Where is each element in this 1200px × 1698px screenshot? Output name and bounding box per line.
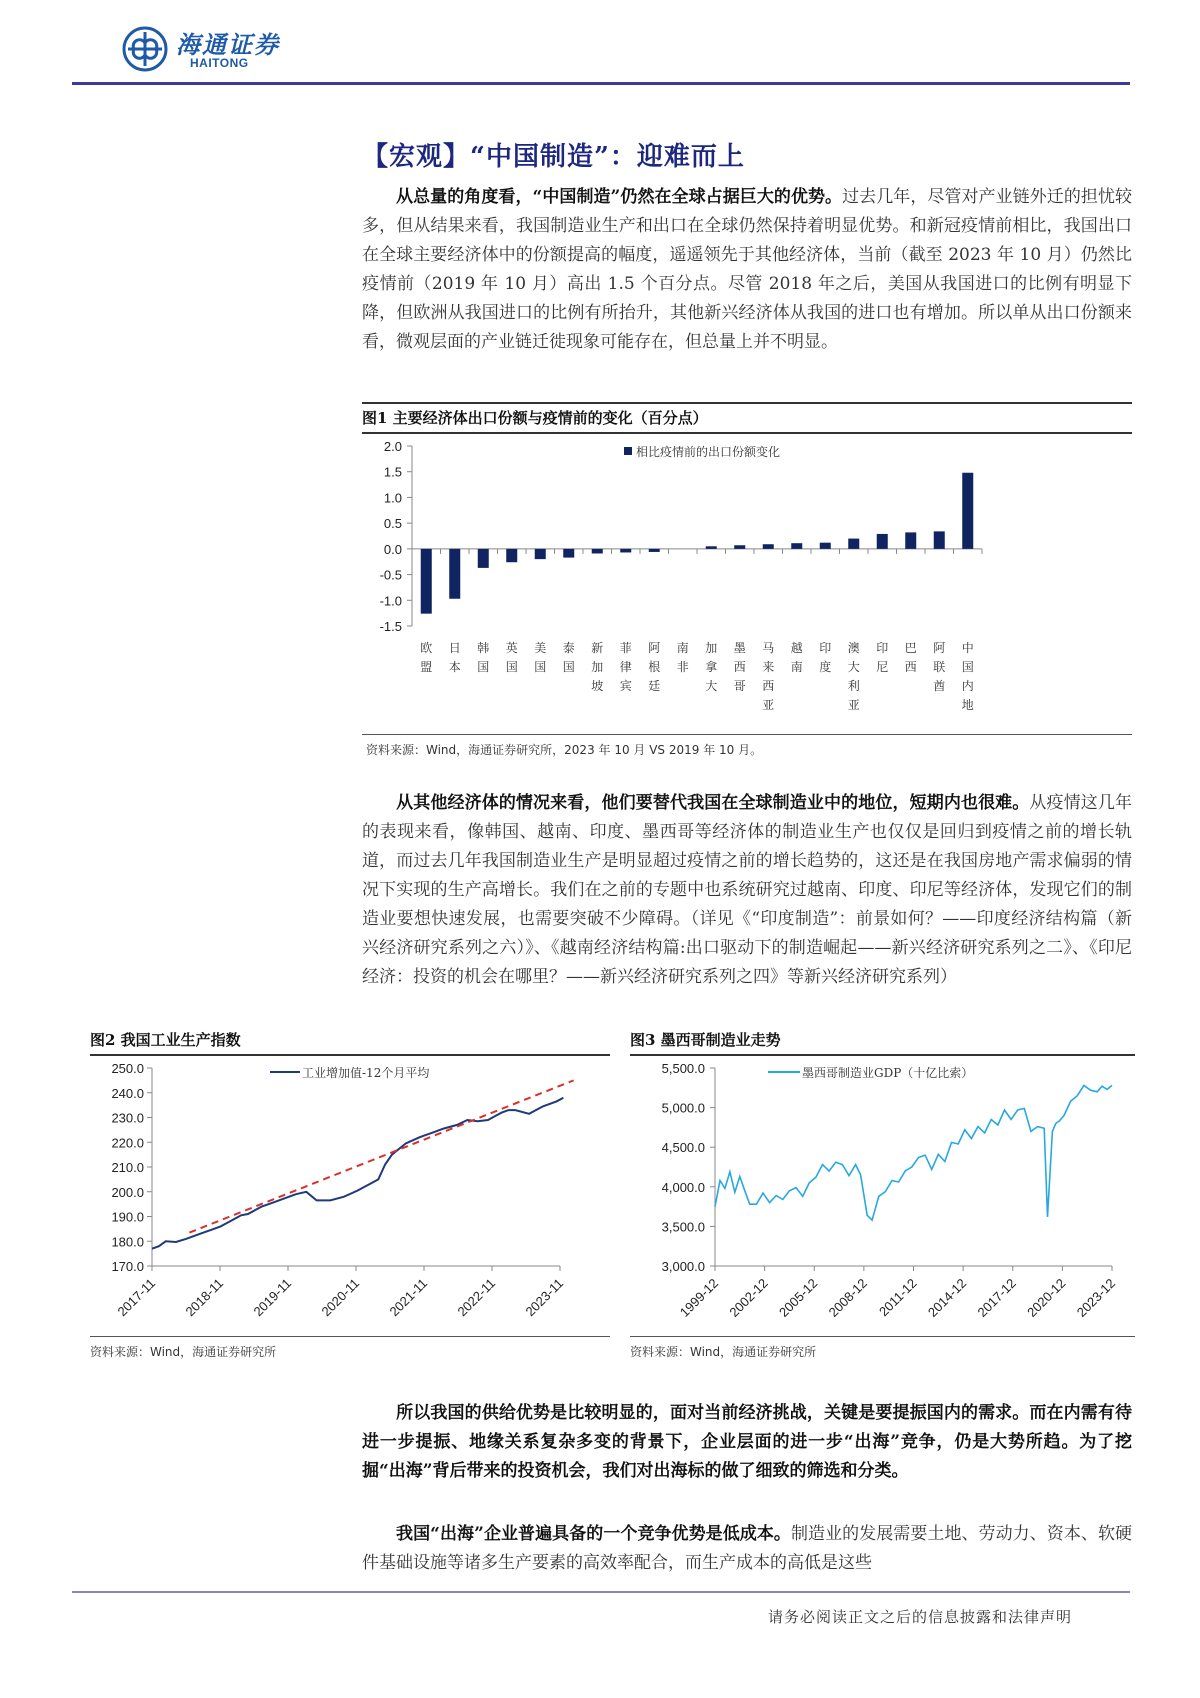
paragraph-4	[362, 1520, 1132, 1578]
svg-text:加: 加	[591, 660, 604, 674]
svg-text:1.5: 1.5	[383, 464, 402, 480]
svg-text:墨西哥制造业GDP（十亿比索）: 墨西哥制造业GDP（十亿比索）	[802, 1066, 974, 1080]
svg-text:2023-12: 2023-12	[1073, 1275, 1119, 1320]
svg-text:欧: 欧	[420, 641, 433, 655]
paragraph-3-body: 所以我国的供给优势是比较明显的，面对当前经济挑战，关键是要提振国内的需求。而在内需有待进一步提振、地缘关系复杂多变的背景下，企业层面的进一步“出海”竞争，仍是大势所趋。为了挖掘“出海”背后带来的投资机会，我们对出海标的做了细致的筛选和分类。	[362, 1403, 1132, 1481]
svg-text:马: 马	[762, 641, 775, 655]
svg-text:拿: 拿	[705, 660, 718, 674]
svg-text:度: 度	[819, 660, 832, 674]
svg-text:220.0: 220.0	[111, 1135, 144, 1151]
paragraph-4-body: 制造业的发展需要土地、劳动力、资本、软硬件基础设施等诸多生产要素的高效率配合，而生产成本的高低是这些	[362, 1524, 1133, 1573]
svg-text:廷: 廷	[648, 679, 661, 693]
svg-text:2020-11: 2020-11	[318, 1275, 363, 1320]
svg-text:亚: 亚	[762, 698, 775, 712]
svg-text:1999-12: 1999-12	[676, 1275, 722, 1320]
svg-text:1.0: 1.0	[383, 490, 402, 506]
svg-text:来: 来	[762, 660, 775, 674]
svg-text:国: 国	[961, 660, 974, 674]
svg-text:本: 本	[448, 660, 461, 674]
figure-2	[90, 1026, 610, 1360]
svg-text:利: 利	[847, 679, 860, 693]
svg-text:墨: 墨	[733, 641, 746, 655]
svg-text:200.0: 200.0	[111, 1184, 144, 1200]
svg-text:相比疫情前的出口份额变化: 相比疫情前的出口份额变化	[636, 445, 781, 459]
svg-text:0.5: 0.5	[383, 516, 402, 532]
svg-text:新: 新	[591, 641, 604, 655]
svg-text:250.0: 250.0	[111, 1061, 144, 1076]
svg-text:240.0: 240.0	[111, 1085, 144, 1101]
svg-text:-0.5: -0.5	[379, 567, 402, 583]
svg-text:内: 内	[961, 679, 974, 693]
page-title: 【宏观】“中国制造”：迎难而上	[362, 142, 745, 172]
svg-text:越: 越	[790, 641, 803, 655]
svg-text:-1.0: -1.0	[379, 593, 402, 609]
svg-text:2008-12: 2008-12	[825, 1275, 870, 1320]
svg-text:3,000.0: 3,000.0	[661, 1259, 705, 1274]
svg-text:非: 非	[676, 660, 689, 674]
svg-text:南: 南	[790, 660, 803, 674]
svg-text:西: 西	[733, 660, 746, 674]
svg-text:西: 西	[904, 660, 917, 674]
svg-text:根: 根	[648, 660, 661, 674]
paragraph-1-lead: 从总量的角度看，“中国制造”仍然在全球占据巨大的优势。	[396, 187, 843, 207]
svg-text:巴: 巴	[904, 641, 917, 655]
paragraph-1-body: 过去几年，尽管对产业链外迁的担忧较多，但从结果来看，我国制造业生产和出口在全球仍然保持着明显优势。和新冠疫情前相比，我国出口在全球主要经济体中的份额提高的幅度，遥遥领先于其他经济体，当前（截至 2023 年 10 月）仍然比疫情前（2019 年 10 月）高出 1.5 个百分点。尽管 2018 年之后，美国从我国进口的比例有明显下降，但欧洲从我国进口的比例有所抬升，其他新兴经济体从我国的进口也有增加。所以单从出口份额来看，微观层面的产业链迁徙现象可能存在，但总量上并不明显。	[362, 187, 1132, 352]
header-divider	[72, 82, 1130, 85]
logo-english-text: HAITONG	[190, 56, 249, 70]
svg-text:英: 英	[505, 641, 518, 655]
figure-1	[362, 402, 1132, 758]
svg-text:律: 律	[619, 660, 632, 674]
svg-text:2.0: 2.0	[383, 439, 402, 454]
svg-text:2022-11: 2022-11	[454, 1275, 499, 1320]
figure-3-line-chart	[630, 1056, 1135, 1336]
figure-2-line-chart	[90, 1056, 610, 1336]
svg-text:西: 西	[762, 679, 775, 693]
figure-3-source: 资料来源：Wind，海通证券研究所	[630, 1345, 817, 1359]
svg-text:日: 日	[448, 641, 461, 655]
svg-text:加: 加	[705, 641, 718, 655]
paragraph-4-lead: 我国“出海”企业普遍具备的一个竞争优势是低成本。	[396, 1524, 791, 1544]
svg-text:2005-12: 2005-12	[776, 1275, 821, 1320]
svg-text:2020-12: 2020-12	[1024, 1275, 1069, 1320]
svg-text:大: 大	[705, 679, 718, 693]
svg-text:南: 南	[676, 641, 689, 655]
svg-text:2017-11: 2017-11	[114, 1275, 159, 1320]
figure-1-source: 资料来源：Wind，海通证券研究所，2023 年 10 月 VS 2019 年 10 月。	[366, 743, 763, 757]
svg-text:230.0: 230.0	[111, 1110, 144, 1126]
svg-text:2017-12: 2017-12	[974, 1275, 1019, 1320]
svg-text:韩: 韩	[477, 641, 490, 655]
svg-text:亚: 亚	[847, 698, 860, 712]
svg-text:2014-12: 2014-12	[924, 1275, 970, 1320]
svg-text:尼: 尼	[876, 660, 889, 674]
svg-text:大: 大	[847, 660, 860, 674]
footer-disclaimer: 请务必阅读正文之后的信息披露和法律声明	[767, 1608, 1072, 1626]
svg-text:210.0: 210.0	[111, 1160, 144, 1175]
figure-2-source: 资料来源：Wind，海通证券研究所	[90, 1345, 277, 1359]
svg-text:0.0: 0.0	[383, 541, 402, 557]
svg-text:3,500.0: 3,500.0	[661, 1219, 705, 1235]
svg-text:中: 中	[961, 641, 974, 655]
figure-3	[630, 1026, 1135, 1360]
svg-text:联: 联	[933, 660, 946, 674]
figure-3-title: 图3 墨西哥制造业走势	[630, 1031, 781, 1049]
svg-text:2023-11: 2023-11	[522, 1275, 567, 1320]
svg-text:宾: 宾	[619, 679, 632, 693]
paragraph-2-body: 从疫情这几年的表现来看，像韩国、越南、印度、墨西哥等经济体的制造业生产也仅仅是回归到疫情之前的增长轨道，而过去几年我国制造业生产是明显超过疫情之前的增长趋势的，这还是在我国房地产需求偏弱的情况下实现的生产高增长。我们在之前的专题中也系统研究过越南、印度、印尼等经济体，发现它们的制造业要想快速发展，也需要突破不少障碍。（详见《“印度制造”：前景如何？——印度经济结构篇（新兴经济研究系列之六）》、《越南经济结构篇:出口驱动下的制造崛起——新兴经济研究系列之二》、《印尼经济：投资的机会在哪里？——新兴经济研究系列之四》等新兴经济研究系列）	[362, 793, 1133, 987]
svg-text:2019-11: 2019-11	[250, 1275, 295, 1320]
svg-text:泰: 泰	[562, 641, 575, 655]
svg-text:2021-11: 2021-11	[386, 1275, 431, 1320]
paragraph-2	[362, 789, 1132, 992]
svg-text:坡: 坡	[591, 679, 604, 693]
svg-text:国: 国	[534, 660, 547, 674]
haitong-logo-icon	[122, 26, 168, 72]
svg-text:国: 国	[562, 660, 575, 674]
svg-text:170.0: 170.0	[111, 1259, 144, 1274]
paragraph-2-lead: 从其他经济体的情况来看，他们要替代我国在全球制造业中的地位，短期内也很难。	[396, 793, 1030, 813]
figure-2-bottom-rule	[90, 1336, 610, 1337]
svg-text:印: 印	[876, 641, 889, 655]
paragraph-1	[362, 183, 1132, 357]
svg-text:盟: 盟	[420, 660, 433, 674]
logo-chinese-text: 海通证券	[176, 30, 280, 59]
svg-text:国: 国	[477, 660, 490, 674]
svg-text:阿: 阿	[648, 641, 661, 655]
figure-1-bar-chart	[362, 434, 1132, 734]
svg-text:180.0: 180.0	[111, 1234, 144, 1250]
svg-text:190.0: 190.0	[111, 1209, 144, 1225]
svg-text:4,500.0: 4,500.0	[661, 1140, 705, 1156]
figure-2-title: 图2 我国工业生产指数	[90, 1031, 241, 1049]
svg-text:5,000.0: 5,000.0	[661, 1100, 705, 1116]
svg-text:工业增加值-12个月平均: 工业增加值-12个月平均	[302, 1066, 430, 1080]
svg-text:地: 地	[961, 698, 974, 712]
svg-text:哥: 哥	[733, 679, 746, 693]
svg-text:2011-12: 2011-12	[875, 1275, 920, 1320]
svg-text:阿: 阿	[933, 641, 946, 655]
figure-3-bottom-rule	[630, 1336, 1135, 1337]
svg-text:澳: 澳	[847, 641, 860, 655]
paragraph-3	[362, 1399, 1132, 1486]
svg-text:菲: 菲	[619, 641, 632, 655]
svg-text:2018-11: 2018-11	[182, 1275, 227, 1320]
svg-text:国: 国	[505, 660, 518, 674]
svg-text:5,500.0: 5,500.0	[661, 1061, 705, 1076]
svg-text:印: 印	[819, 641, 832, 655]
figure-1-bottom-rule	[362, 734, 1132, 735]
svg-text:美: 美	[534, 641, 547, 655]
figure-1-title: 图1 主要经济体出口份额与疫情前的变化（百分点）	[362, 409, 708, 427]
svg-text:酋: 酋	[933, 679, 946, 693]
svg-text:4,000.0: 4,000.0	[661, 1179, 705, 1195]
page-header	[0, 0, 1200, 86]
svg-text:-1.5: -1.5	[379, 619, 402, 634]
svg-text:2002-12: 2002-12	[726, 1275, 771, 1320]
footer-divider	[72, 1591, 1130, 1593]
